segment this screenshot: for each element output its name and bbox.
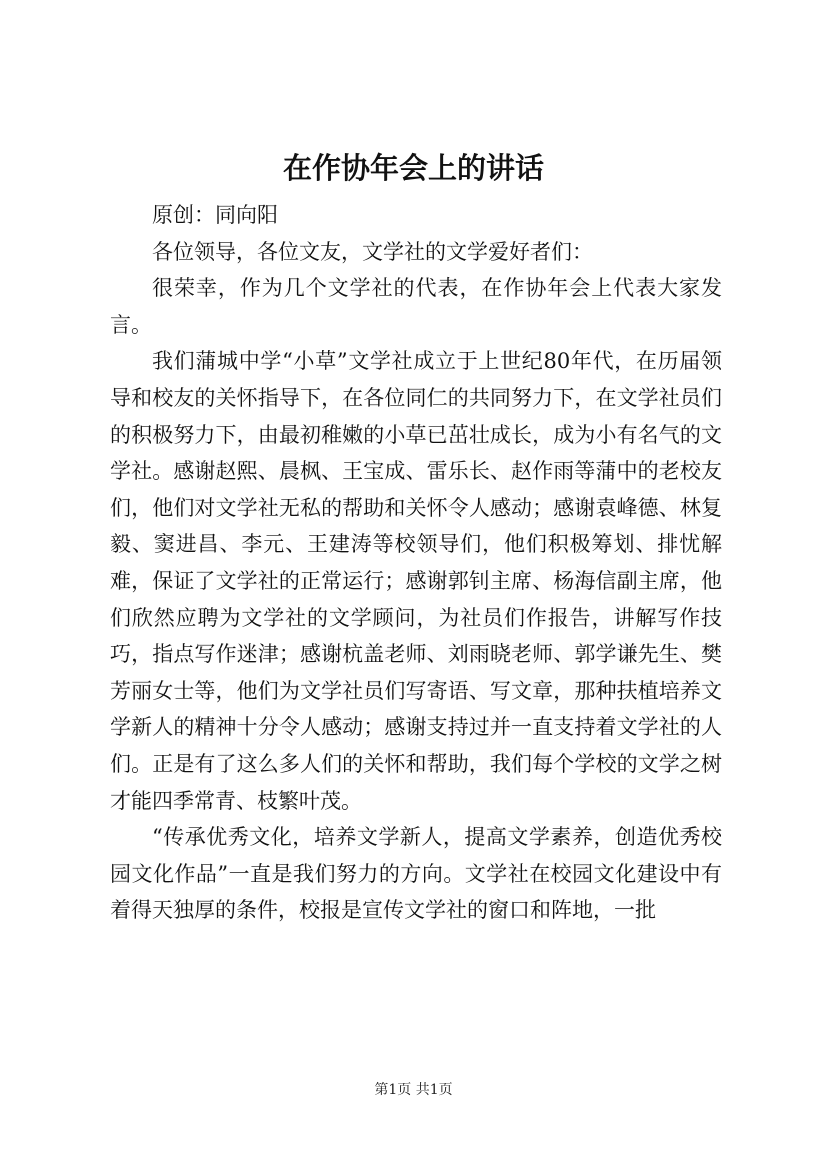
body-paragraph: 我们蒲城中学“小草”文学社成立于上世纪80年代，在历届领导和校友的关怀指导下，在各位同仁的共同努力下，在文学社员们的积极努力下，由最初稚嫩的小草已茁壮成长，成为小有名气的文学社。感谢赵熙、晨枫、王宝成、雷乐长、赵作雨等蒲中的老校友们，他们对文学社无私的帮助和关怀令人感动；感谢袁峰德、林复毅、窦进昌、李元、王建涛等校领导们，他们积极筹划、排忧解难，保证了文学社的正常运行；感谢郭钊主席、杨海信副主席，他们欣然应聘为文学社的文学顾问，为社员们作报告，讲解写作技巧，指点写作迷津；感谢杭盖老师、刘雨晓老师、郭学谦先生、樊芳丽女士等，他们为文学社员们写寄语、写文章，那种扶植培养文学新人的精神十分令人感动；感谢支持过并一直支持着文学社的人们。正是有了这么多人们的关怀和帮助，我们每个学校的文学之树才能四季常青、枝繁叶茂。 (110, 349, 722, 813)
body-paragraph: “传承优秀文化，培养文学新人，提高文学素养，创造优秀校园文化作品”一直是我们努力的方向。文学社在校园文化建设中有着得天独厚的条件，校报是宣传文学社的窗口和阵地，一批 (110, 825, 722, 923)
document-title: 在作协年会上的讲话 (282, 151, 544, 185)
salutation-paragraph: 各位领导，各位文友，文学社的文学爱好者们： (152, 239, 593, 264)
intro-paragraph: 很荣幸，作为几个文学社的代表，在作协年会上代表大家发言。 (110, 276, 722, 337)
document-body (110, 197, 722, 929)
author-line: 原创：同向阳 (152, 203, 278, 227)
page-footer: 第1页 共1页 (374, 1082, 453, 1098)
